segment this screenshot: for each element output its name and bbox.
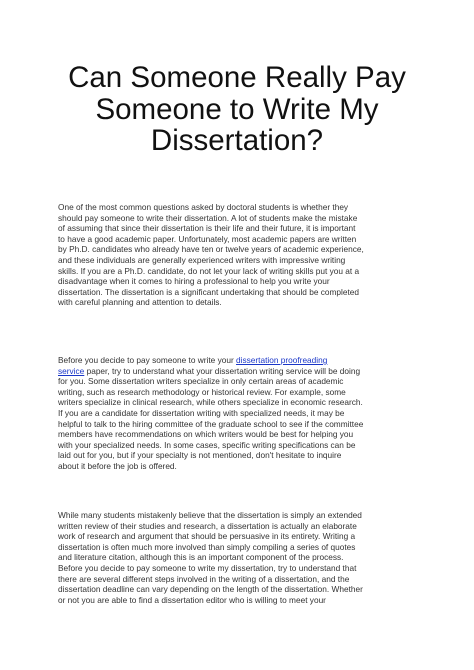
text-line bbox=[58, 355, 430, 366]
text-line: laid out for you, but if your specialty is not mentioned, don't hesitate to inquire bbox=[58, 450, 342, 461]
text-span: Before you decide to pay someone to write your bbox=[58, 355, 237, 365]
text-line: helpful to talk to the hiring committee of the graduate school to see if the committee bbox=[58, 418, 364, 429]
text-line: written review of their studies and research, a dissertation is actually an elaborate bbox=[58, 520, 357, 531]
text-line: and these individuals are generally experienced writers with impressive writing bbox=[58, 254, 346, 265]
text-line: disadvantage when it comes to hiring a professional to help you write your bbox=[58, 276, 330, 287]
text-line: skills. If you are a Ph.D. candidate, do not let your lack of writing skills put you at a bbox=[58, 265, 360, 276]
title-line: Can Someone Really Pay bbox=[68, 61, 406, 94]
text-line: If you are a candidate for dissertation writing with specialized needs, it may be bbox=[58, 407, 345, 418]
text-line: with careful planning and attention to details. bbox=[58, 297, 222, 308]
text-line: and literature citation, although this is an important component of the process. bbox=[58, 552, 344, 563]
text-line bbox=[58, 366, 430, 377]
paragraph-3 bbox=[58, 510, 430, 605]
text-line: While many students mistakenly believe that the dissertation is simply an extended bbox=[58, 510, 362, 520]
text-line: One of the most common questions asked by doctoral students is whether they bbox=[58, 202, 349, 212]
text-line: there are several different steps involved in the writing of a dissertation, and the bbox=[58, 573, 350, 584]
text-line: for you. Some dissertation writers specialize in only certain areas of academic bbox=[58, 376, 344, 387]
text-line: dissertation. The dissertation is a significant undertaking that should be completed bbox=[58, 286, 360, 297]
text-line: Before you decide to pay someone to write my dissertation, try to understand that bbox=[58, 562, 357, 573]
text-line: dissertation deadline can vary depending on the length of the dissertation. Whether bbox=[58, 584, 363, 595]
text-line: work of research and argument that should be persuasive in its entirety. Writing a bbox=[58, 531, 356, 542]
text-line: writing, such as research methodology or historical review. For example, some bbox=[58, 386, 346, 397]
text-span: paper, try to understand what your dissertation writing service will be doing bbox=[84, 365, 361, 376]
text-line: of assuming that since their dissertation is their life and their future, it is important bbox=[58, 223, 356, 234]
paragraph-1 bbox=[58, 202, 430, 308]
text-line: or not you are able to find a dissertation editor who is willing to meet your bbox=[58, 594, 326, 605]
paragraph-2 bbox=[58, 355, 430, 472]
title-line: Someone to Write My bbox=[95, 92, 379, 126]
text-line: writers specialize in clinical research, while others specialize in economic research. bbox=[58, 397, 363, 408]
text-line: with your specialized needs. In some cases, specific writing specifications can be bbox=[58, 439, 356, 450]
text-line: should pay someone to write their dissertation. A lot of students make the mistake bbox=[58, 212, 358, 223]
text-line: by Ph.D. candidates who already have ten or twelve years of academic experience, bbox=[58, 244, 364, 255]
text-line: members have recommendations on which writers would be best for helping you bbox=[58, 429, 354, 440]
text-line: to have a good academic paper. Unfortunately, most academic papers are written bbox=[58, 233, 357, 244]
title-line: Dissertation? bbox=[150, 124, 324, 157]
dissertation-proofreading-link-cont[interactable]: service bbox=[58, 365, 85, 376]
text-line: dissertation is often much more involved than simply compiling a series of quotes bbox=[58, 541, 356, 552]
dissertation-proofreading-link[interactable]: dissertation proofreading bbox=[236, 355, 328, 365]
document-title bbox=[20, 62, 454, 157]
text-line: about it before the job is offered. bbox=[58, 460, 177, 471]
